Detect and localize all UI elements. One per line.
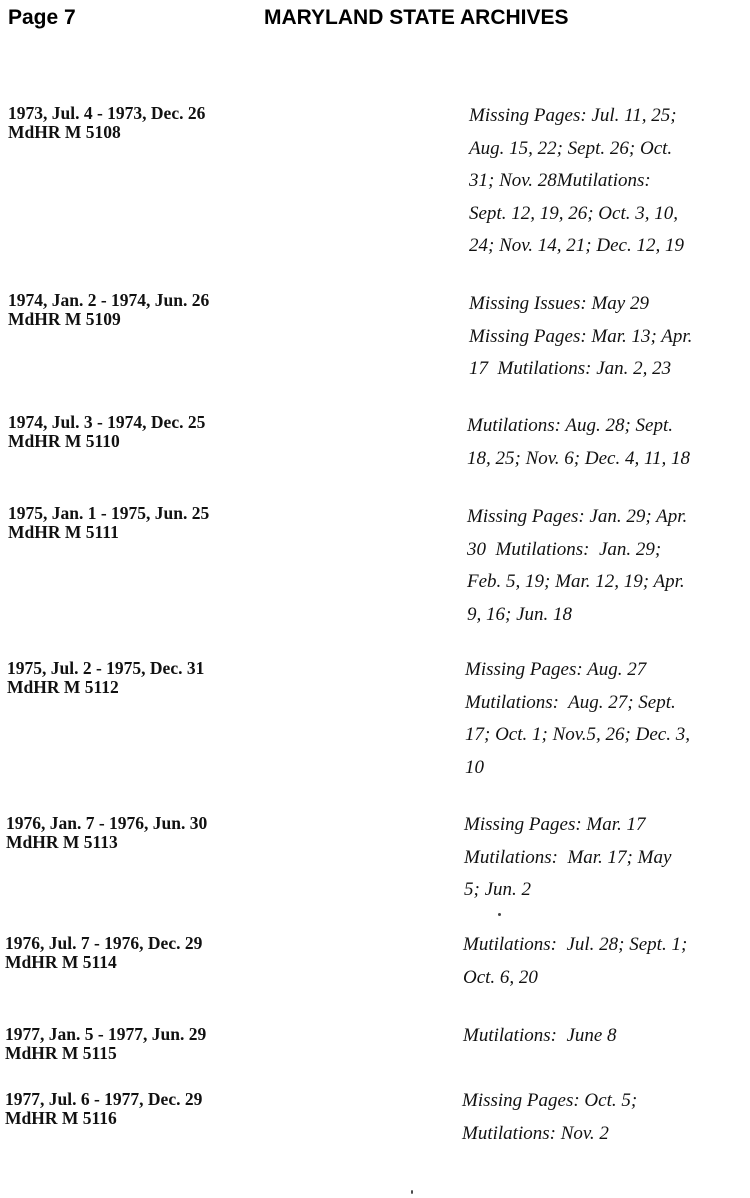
entry-reference-number: MdHR M 5112 [7, 677, 119, 697]
entry-identifier [5, 1090, 305, 1128]
entry-identifier [5, 934, 305, 972]
page-header [8, 6, 742, 36]
entry-reference-number: MdHR M 5115 [5, 1043, 117, 1063]
entry-notes [469, 100, 744, 263]
entry-date-range: 1974, Jan. 2 - 1974, Jun. 26 [8, 290, 210, 310]
entry-note-line: Missing Pages: Mar. 13; Apr. [469, 325, 693, 347]
entry-date-range: 1976, Jan. 7 - 1976, Jun. 30 [6, 813, 208, 833]
entry-note-line: 17; Oct. 1; Nov.5, 26; Dec. 3, [465, 724, 690, 745]
entry-note-line: 17 Mutilations: Jan. 2, 23 [469, 358, 672, 379]
entry-note-line: Missing Pages: Mar. 17 [464, 814, 646, 835]
entry-note-line: 31; Nov. 28Mutilations: [469, 170, 651, 191]
entry-reference-number: MdHR M 5113 [6, 832, 118, 852]
entry-note-line: Oct. 6, 20 [463, 966, 538, 988]
entry-note-line: Mutilations: Jul. 28; Sept. 1; [463, 934, 688, 955]
entry-notes [469, 288, 744, 386]
entry-note-line: Aug. 15, 22; Sept. 26; Oct. [469, 137, 673, 159]
entry-identifier [8, 291, 308, 329]
entry-note-line: 30 Mutilations: Jan. 29; [467, 538, 662, 560]
entry-notes [464, 809, 739, 907]
entry-date-range: 1976, Jul. 7 - 1976, Dec. 29 [5, 933, 203, 953]
entry-identifier [5, 1025, 305, 1063]
entry-identifier [8, 504, 308, 542]
entry-notes [467, 501, 742, 631]
entry-note-line: 9, 16; Jun. 18 [467, 603, 573, 625]
scan-speck [411, 1190, 413, 1194]
entry-note-line: Mutilations: June 8 [463, 1025, 617, 1046]
entry-note-line: Missing Pages: Aug. 27 [465, 659, 647, 680]
entry-date-range: 1977, Jul. 6 - 1977, Dec. 29 [5, 1089, 203, 1109]
entry-note-line: Missing Pages: Jan. 29; Apr. [467, 506, 688, 527]
entry-note-line: 10 [465, 756, 484, 778]
entry-note-line: 18, 25; Nov. 6; Dec. 4, 11, 18 [467, 447, 691, 469]
entry-reference-number: MdHR M 5111 [8, 522, 119, 542]
entry-note-line: Mutilations: Mar. 17; May [464, 846, 672, 868]
entry-date-range: 1975, Jul. 2 - 1975, Dec. 31 [7, 658, 205, 678]
entry-note-line: Mutilations: Aug. 27; Sept. [465, 691, 676, 713]
entry-note-line: Mutilations: Aug. 28; Sept. [467, 415, 673, 436]
entry-note-line: 5; Jun. 2 [464, 879, 532, 900]
entry-notes [463, 929, 738, 994]
entry-reference-number: MdHR M 5110 [8, 431, 120, 451]
entry-note-line: Missing Issues: May 29 [469, 293, 649, 314]
entry-note-line: Mutilations: Nov. 2 [462, 1122, 609, 1144]
entry-reference-number: MdHR M 5109 [8, 309, 121, 329]
entry-reference-number: MdHR M 5114 [5, 952, 117, 972]
entry-note-line: 24; Nov. 14, 21; Dec. 12, 19 [469, 235, 684, 256]
entry-identifier [8, 413, 308, 451]
page-title: MARYLAND STATE ARCHIVES [264, 6, 569, 29]
entry-notes [465, 654, 740, 784]
page-number: Page 7 [8, 6, 76, 29]
entry-note-line: Missing Pages: Oct. 5; [462, 1090, 638, 1111]
entry-identifier [8, 104, 308, 142]
entry-note-line: Missing Pages: Jul. 11, 25; [469, 105, 677, 126]
scan-speck [498, 913, 501, 916]
entry-reference-number: MdHR M 5108 [8, 122, 121, 142]
entry-notes [467, 410, 742, 475]
entry-date-range: 1973, Jul. 4 - 1973, Dec. 26 [8, 103, 206, 123]
entry-identifier [7, 659, 307, 697]
entry-note-line: Feb. 5, 19; Mar. 12, 19; Apr. [467, 571, 685, 592]
entry-date-range: 1975, Jan. 1 - 1975, Jun. 25 [8, 503, 210, 523]
entry-notes [463, 1020, 738, 1053]
entry-reference-number: MdHR M 5116 [5, 1108, 117, 1128]
entry-notes [462, 1085, 737, 1150]
entry-date-range: 1977, Jan. 5 - 1977, Jun. 29 [5, 1024, 207, 1044]
entry-note-line: Sept. 12, 19, 26; Oct. 3, 10, [469, 202, 678, 224]
entry-identifier [6, 814, 306, 852]
entry-date-range: 1974, Jul. 3 - 1974, Dec. 25 [8, 412, 206, 432]
